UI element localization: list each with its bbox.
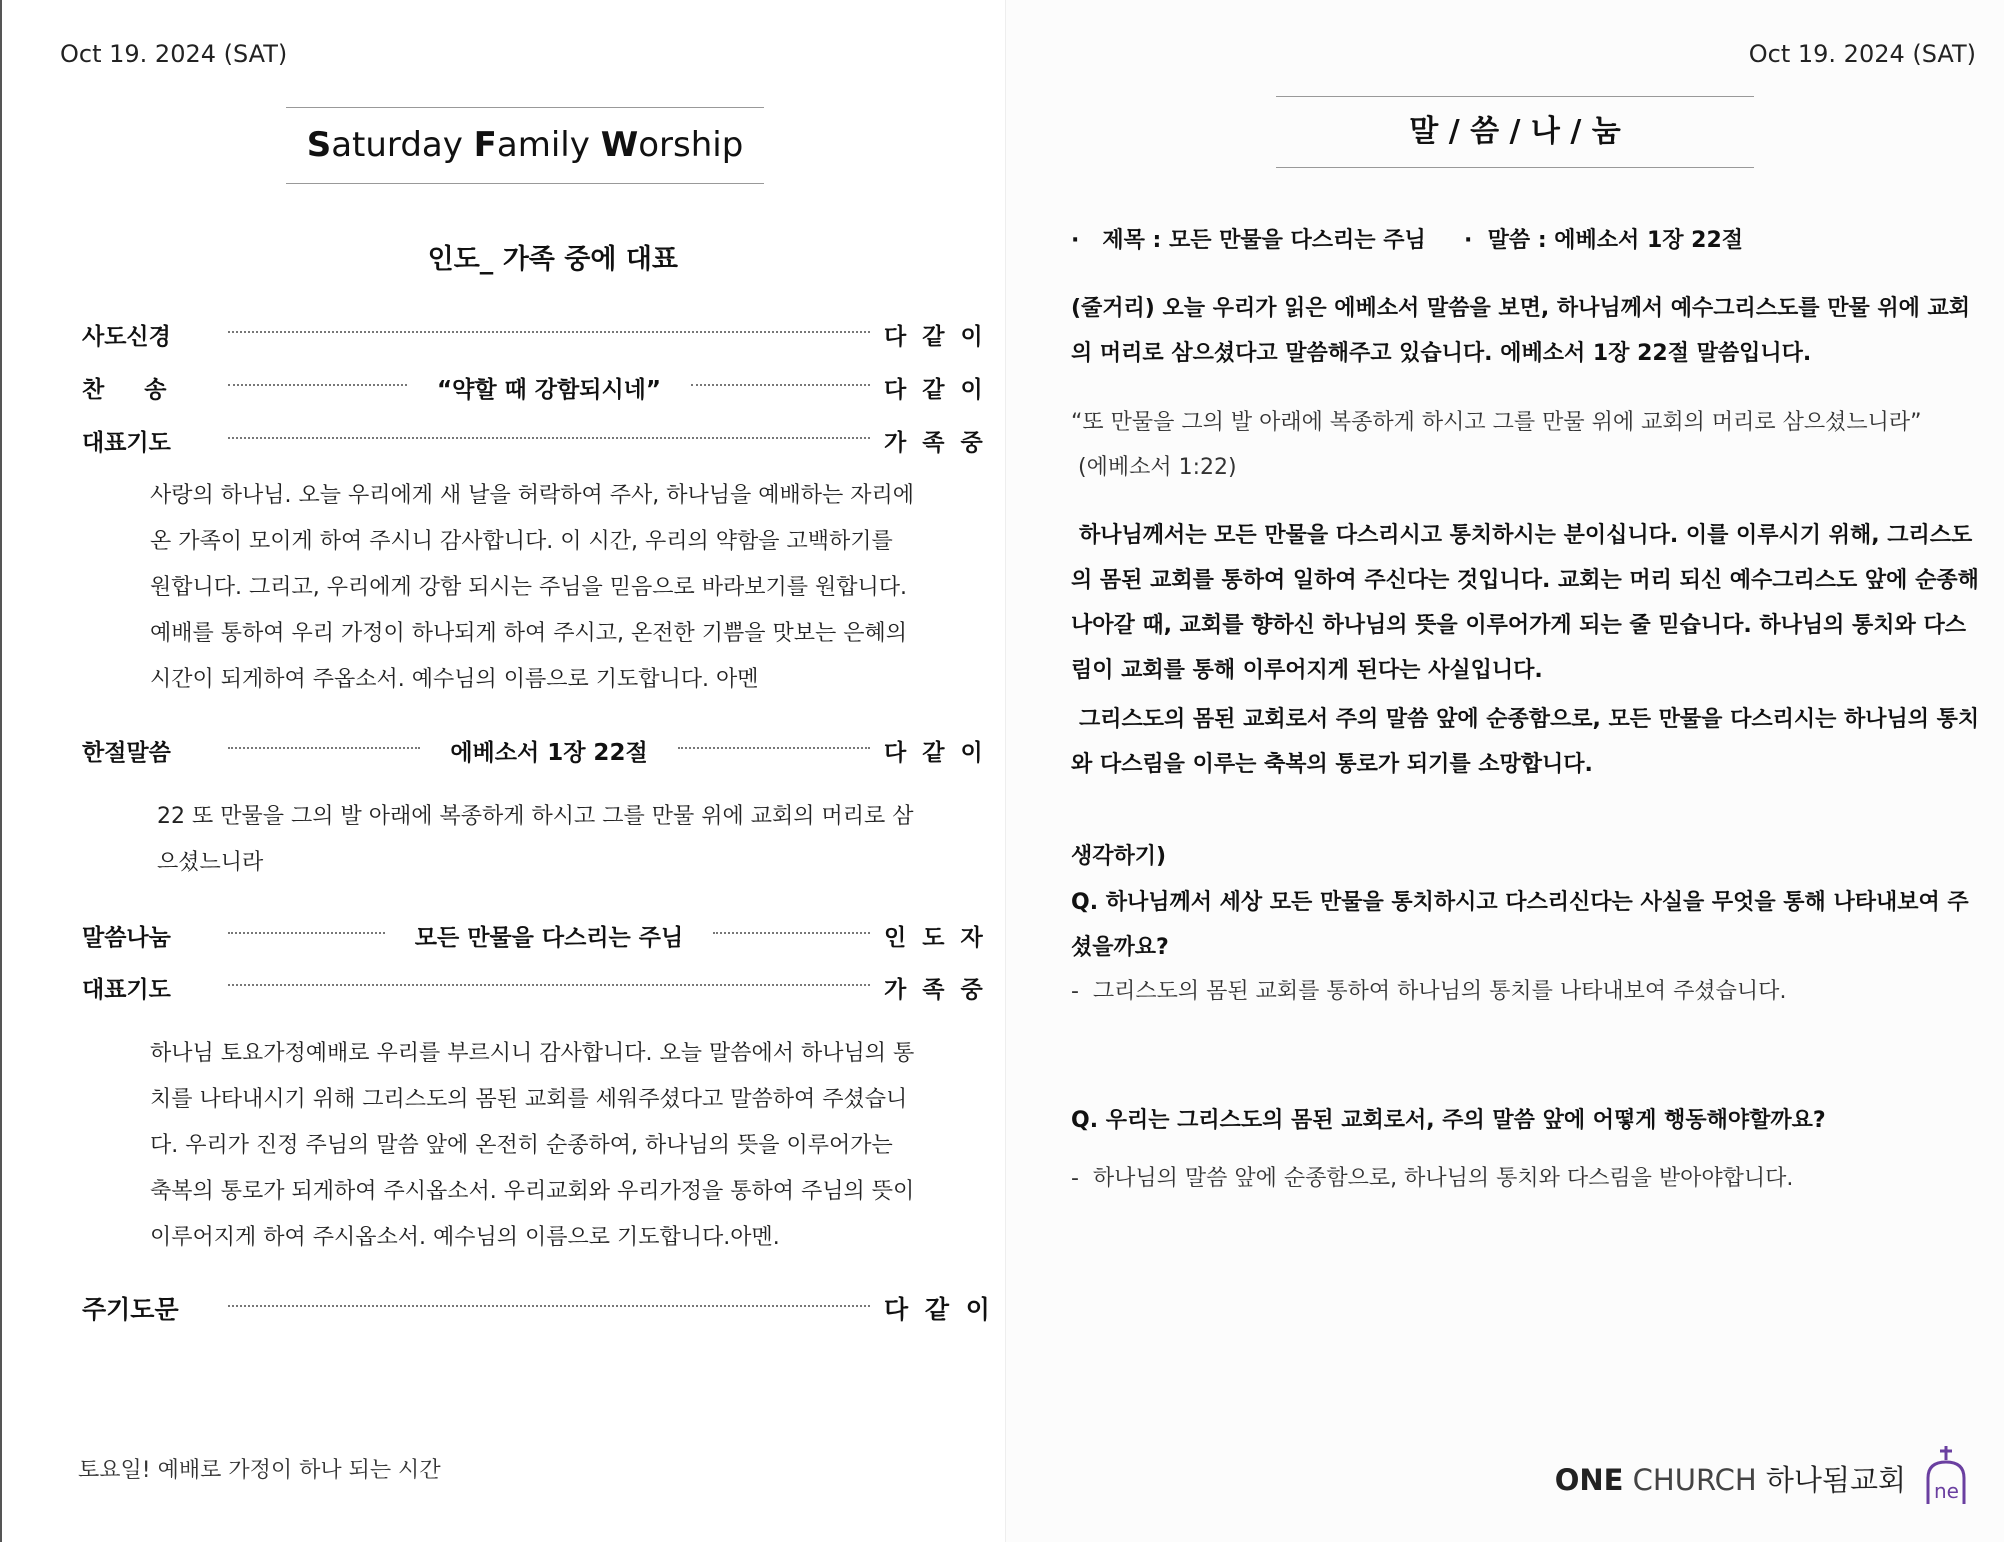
sermon-title: 모든 만물을 다스리는 주님 [414, 924, 684, 951]
order-row-lords-prayer [82, 1288, 994, 1328]
order-label: 대표기도 [82, 429, 171, 456]
order-row-sermon [82, 915, 987, 955]
right-page [1006, 0, 2004, 1542]
dotted-leader [713, 932, 870, 934]
dotted-leader [678, 747, 870, 749]
think-label: 생각하기) [1071, 844, 1167, 869]
order-row-verse [82, 730, 987, 770]
brand-church: CHURCH [1623, 1463, 1757, 1497]
order-participant: 가 족 중 [884, 429, 987, 456]
question-2: Q. 우리는 그리스도의 몸된 교회로서, 주의 말씀 앞에 어떻게 행동해야할까요? [1071, 1108, 1826, 1133]
title-f: F [473, 125, 497, 165]
scripture-quote: “또 만물을 그의 발 아래에 복종하게 하시고 그를 만물 위에 교회의 머리로 삼으셨느니라” [1071, 410, 1922, 435]
order-label: 주기도문 [82, 1295, 179, 1324]
order-label: 말씀나눔 [82, 924, 171, 951]
body-paragraph-1: 하나님께서는 모든 만물을 다스리시고 통치하시는 분이십니다. 이를 이루시기 위해, 그리스도의 몸된 교회를 통하여 일하여 주신다는 것입니다. 교회는 머리 되신 예수그리스도 앞에 순종해 나아갈 때, 교회를 향하신 하나님의 뜻을 이루어가게 되는 줄 믿습니다. 하나님의 통치와 다스림이 교회를 통해 이루어지게 된다는 사실입니다. [1071, 523, 1979, 683]
scripture-ref: (에베소서 1:22) [1078, 455, 1237, 480]
worship-title [286, 107, 764, 184]
order-participant: 인 도 자 [884, 924, 987, 951]
question-1: Q. 하나님께서 세상 모든 만물을 통치하시고 다스리신다는 사실을 무엇을 통해 나타내보여 주셨을까요? [1071, 890, 1969, 960]
dotted-leader [228, 384, 407, 386]
title-s: S [306, 125, 332, 165]
order-participant: 다 같 이 [884, 739, 987, 766]
dotted-leader [228, 1305, 870, 1307]
dotted-leader [691, 384, 870, 386]
prayer-text-1: 사랑의 하나님. 오늘 우리에게 새 날을 허락하여 주사, 하나님을 예배하는 자리에 온 가족이 모이게 하여 주시니 감사합니다. 이 시간, 우리의 약함을 고백하기를 원합니다. 그리고, 우리에게 강함 되시는 주님을 믿음으로 바라보기를 원합니다. 예배를 통하여 우리 가정이 하나되게 하여 주시고, 온전한 기쁨을 맛보는 은혜의 시간이 되게하여 주옵소서. 예수님의 이름으로 기도합니다. 아멘 [150, 483, 914, 692]
answer-2: - 하나님의 말씀 앞에 순종함으로, 하나님의 통치와 다스림을 받아야합니다. [1071, 1166, 1794, 1191]
church-logo-icon [1920, 1444, 1972, 1510]
left-date: Oct 19. 2024 (SAT) [60, 40, 288, 68]
verse-text: 22 또 만물을 그의 발 아래에 복종하게 하시고 그를 만물 위에 교회의 머리로 삼으셨느니라 [157, 804, 914, 875]
dotted-leader [228, 932, 385, 934]
hymn-title: “약할 때 강함되시네” [437, 376, 661, 403]
order-participant: 다 같 이 [884, 1295, 994, 1324]
title-aturday: aturday [331, 125, 474, 165]
order-row-prayer-2 [82, 967, 987, 1007]
logo-text: ne [1934, 1479, 1959, 1503]
order-participant: 다 같 이 [884, 323, 987, 350]
order-label: 한절말씀 [82, 739, 171, 766]
order-participant: 가 족 중 [884, 976, 987, 1003]
sharing-title: 말 / 씀 / 나 / 눔 [1276, 96, 1754, 168]
order-row-creed [82, 314, 987, 354]
leader-line: 인도_ 가족 중에 대표 [427, 244, 678, 275]
right-date: Oct 19. 2024 (SAT) [1748, 40, 1976, 68]
order-participant: 다 같 이 [884, 376, 987, 403]
topic-line: · 제목 : 모든 만물을 다스리는 주님 · 말씀 : 에베소서 1장 22절 [1071, 228, 1744, 253]
body-paragraph-2: 그리스도의 몸된 교회로서 주의 말씀 앞에 순종함으로, 모든 만물을 다스리시는 하나님의 통치와 다스림을 이루는 축복의 통로가 되기를 소망합니다. [1071, 707, 1980, 777]
title-w: W [600, 125, 639, 165]
dotted-leader [228, 331, 870, 333]
order-row-prayer [82, 420, 987, 460]
title-orship: orship [638, 125, 744, 165]
order-row-hymn [82, 367, 987, 407]
church-brand [1555, 1458, 1906, 1499]
summary: (줄거리) 오늘 우리가 읽은 에베소서 말씀을 보면, 하나님께서 예수그리스도를 만물 위에 교회의 머리로 삼으셨다고 말씀해주고 있습니다. 에베소서 1장 22절 말씀입니다. [1071, 296, 1971, 366]
brand-korean: 하나됨교회 [1756, 1463, 1906, 1497]
dotted-leader [228, 437, 870, 439]
prayer-text-2: 하나님 토요가정예배로 우리를 부르시니 감사합니다. 오늘 말씀에서 하나님의 통치를 나타내시기 위해 그리스도의 몸된 교회를 세워주셨다고 말씀하여 주셨습니다. 우리가 진정 주님의 말씀 앞에 온전히 순종하여, 하나님의 뜻을 이루어가는 축복의 통로가 되게하여 주시옵소서. 우리교회와 우리가정을 통하여 주님의 뜻이 이루어지게 하여 주시옵소서. 예수님의 이름으로 기도합니다.아멘. [150, 1041, 915, 1250]
order-label: 사도신경 [82, 323, 171, 350]
order-label: 대표기도 [82, 976, 171, 1003]
brand-one: ONE [1554, 1463, 1624, 1497]
verse-reference: 에베소서 1장 22절 [450, 739, 648, 766]
dotted-leader [228, 747, 420, 749]
answer-1: - 그리스도의 몸된 교회를 통하여 하나님의 통치를 나타내보여 주셨습니다. [1071, 979, 1787, 1004]
footer-slogan: 토요일! 예배로 가정이 하나 되는 시간 [78, 1458, 441, 1483]
title-amily: amily [496, 125, 601, 165]
dotted-leader [228, 984, 870, 986]
order-label: 찬 송 [82, 376, 167, 403]
